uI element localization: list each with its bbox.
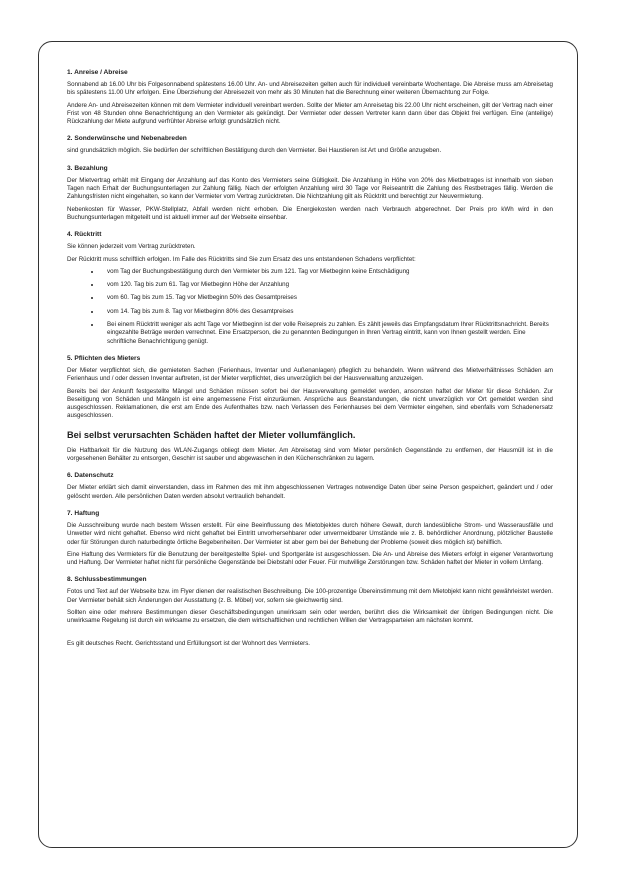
paragraph: Der Mietvertrag erhält mit Eingang der Anzahlung auf das Konto des Vermieters seine Gültigkeit. Die Anzahlung in Höhe von 20% des Mietbetrages ist innerhalb von sieben Tagen nach Erhalt der Buchungsunterlagen zur Zahlung fällig. Nach der erfolgten Anzahlung wird 30 Tage vor Reiseantritt die Zahlung des Restbetrages fällig. Werden die Zahlungsfristen nicht eingehalten, so kann der Vermieter vom Vertrag zurücktreten. Die Nichtzahlung gilt als Rücktritt und berechtigt zur Neuvermietung. <box>67 176 553 201</box>
paragraph: Der Mieter erklärt sich damit einverstanden, dass im Rahmen des mit ihm abgeschlossenen Vertrages notwendige Daten über seine Person gespeichert, geändert und / oder gelöscht werden. Alle persönlichen Daten werden absolut vertraulich behandelt. <box>67 484 553 500</box>
section-title: 2. Sonderwünsche und Nebenabreden <box>67 135 187 143</box>
document-body <box>67 69 553 648</box>
section-sonderwuensche <box>67 135 553 155</box>
footer-note: Es gilt deutsches Recht. Gerichtsstand und Erfüllungsort ist der Wohnort des Vermieters. <box>67 639 311 647</box>
paragraph: Sollten eine oder mehrere Bestimmungen dieser Geschäftsbedingungen unwirksam sein oder werden, berührt dies die Wirksamkeit der übrigen Bedingungen nicht. Die unwirksame Regelung ist durch ein wirksame zu ersetzen, die dem wirtschaftlichen und rechtlichen Willen der Vertragsparteien am nächsten kommt. <box>67 608 553 625</box>
paragraph: Andere An- und Abreisezeiten können mit dem Vermieter individuell vereinbart werden. Sollte der Mieter am Anreisetag bis 22.00 Uhr nicht erscheinen, gilt der Vertrag nach einer Frist von 48 Stunden ohne Benachrichtigung an den Vermieter als gekündigt. Der Vermieter oder dessen Vertreter kann dann über das Objekt frei verfügen. Eine (anteilige) Rückzahlung der Miete aufgrund verfrühter Abreise erfolgt grundsätzlich nicht. <box>67 101 553 126</box>
section-haftung <box>67 510 553 567</box>
section-title: 3. Bezahlung <box>67 164 108 172</box>
section-title: 5. Pflichten des Mieters <box>67 354 141 362</box>
section-datenschutz <box>67 472 553 501</box>
liability-notice <box>67 430 553 464</box>
paragraph: Der Mieter verpflichtet sich, die gemieteten Sachen (Ferienhaus, Inventar und Außenanlagen) pfleglich zu behandeln. Wenn während des Mietverhältnisses Schäden am Ferienhaus und / oder dessen Inventar auftreten, ist der Mieter verpflichtet, dies unverzüglich bei der Hausverwaltung anzuzeigen. <box>67 366 553 383</box>
ruecktritt-list <box>67 268 553 346</box>
section-bezahlung <box>67 165 553 222</box>
list-item: • Bei einem Rücktritt weniger als acht Tage vor Mietbeginn ist der volle Reisepreis zu zahlen. Es zählt jeweils das Empfangsdatum Ihrer Rücktrittsnachricht. Bereits eingezahlte Beträge werden verrechnet. Eine Ersatzperson, die zu genannten Bedingungen in Ihren Vertrag eintritt, kann von Ihnen gestellt werden. Eine schriftliche Benachrichtigung genügt. <box>101 321 553 346</box>
section-title: 6. Datenschutz <box>67 472 114 480</box>
section-pflichten <box>67 355 553 421</box>
list-item: • vom 14. Tag bis zum 8. Tag vor Mietbeginn 80% des Gesamtpreises <box>101 308 553 316</box>
section-schlussbestimmungen <box>67 576 553 625</box>
paragraph: Die Ausschreibung wurde nach bestem Wissen erstellt. Für eine Beeinflussung des Mietobjektes durch höhere Gewalt, durch landesübliche Strom- und Wasserausfälle und Unwetter wird nicht gehaftet. Ebenso wird nicht gehaftet bei Eintritt unvorhersehbarer oder unvermeidbarer Umstände wie z. B. behördlicher Anordnung, plötzlicher Baustelle oder für Störungen durch naturbedingte örtliche Begebenheiten. Der Vermieter ist aber gern bei der Behebung der Probleme (soweit dies möglich ist) behilflich. <box>67 521 553 546</box>
paragraph: Der Rücktritt muss schriftlich erfolgen. Im Falle des Rücktritts sind Sie zum Ersatz des uns entstandenen Schadens verpflichtet: <box>67 255 416 263</box>
section-anreise <box>67 69 553 126</box>
list-item: • vom 120. Tag bis zum 61. Tag vor Mietbeginn Höhe der Anzahlung <box>101 281 553 289</box>
paragraph: Bereits bei der Ankunft festgestellte Mängel und Schäden müssen sofort bei der Hausverwaltung gemeldet werden, ansonsten haftet der Mieter für diese Schäden. Zur Beseitigung von Schäden und Mängeln ist eine angemessene Frist einzuräumen. Ansprüche aus Beanstandungen, die nicht unverzüglich vor Ort gemeldet werden sind ausgeschlossen. Reklamationen, die erst am Ende des Aufenthaltes bzw. nach Verlassen des Ferienhauses bei dem Vermieter eingehen, sind ebenfalls vom Schadenersatz ausgeschlossen. <box>67 387 553 420</box>
paragraph: sind grundsätzlich möglich. Sie bedürfen der schriftlichen Bestätigung durch den Vermieter. Bei Haustieren ist Art und Größe anzugeben. <box>67 147 442 155</box>
notice-heading: Bei selbst verursachten Schäden haftet der Mieter vollumfänglich. <box>67 429 356 440</box>
list-item: • vom 60. Tag bis zum 15. Tag vor Mietbeginn 50% des Gesamtpreises <box>101 294 553 302</box>
paragraph: Die Haftbarkeit für die Nutzung des WLAN-Zugangs obliegt dem Mieter. Am Abreisetag sind vom Mieter persönlich Gegenstände zu entfernen, der Hausmüll ist in die vorgesehenen Behälter zu entsorgen, Geschirr ist sauber und abgewaschen in den Küchenschränken zu lagern. <box>67 446 553 463</box>
paragraph: Fotos und Text auf der Webseite bzw. im Flyer dienen der realistischen Beschreibung. Die 100-prozentige Übereinstimmung mit dem Mietobjekt kann nicht gewährleistet werden. Der Vermieter behält sich Änderungen der Ausstattung (z. B. Möbel) vor, sofern sie gleichwertig sind. <box>67 588 553 604</box>
section-title: 8. Schlussbestimmungen <box>67 576 147 584</box>
paragraph: Eine Haftung des Vermieters für die Benutzung der bereitgestellte Spiel- und Sportgeräte ist ausgeschlossen. Die An- und Abreise des Mieters erfolgt in eigener Verantwortung und Haftung. Der Vermieter haftet nicht für persönliche Gegenstände bei Diebstahl oder Feuer. Für mutwillige Zerstörungen bzw. Schäden haftet der Mieter in vollem Umfang. <box>67 550 553 567</box>
list-item: • vom Tag der Buchungsbestätigung durch den Vermieter bis zum 121. Tag vor Mietbeginn keine Entschädigung <box>101 268 553 276</box>
paragraph: Nebenkosten für Wasser, PKW-Stellplatz, Abfall werden nicht erhoben. Die Energiekosten werden nach Verbrauch abgerechnet. Der Preis pro kWh wird in den Buchungsunterlagen mitgeteilt und ist aktuell immer auf der Webseite einsehbar. <box>67 205 553 221</box>
section-title: 4. Rücktritt <box>67 231 102 239</box>
section-title: 7. Haftung <box>67 509 100 517</box>
section-title: 1. Anreise / Abreise <box>67 69 128 76</box>
paragraph: Sie können jederzeit vom Vertrag zurücktreten. <box>67 243 196 251</box>
paragraph: Sonnabend ab 16.00 Uhr bis Folgesonnabend spätestens 16.00 Uhr. An- und Abreisezeiten gelten auch für individuell vereinbarte Wochentage. Die Abreise muss am Abreisetag bis spätestens 11.00 Uhr erfolgen. Eine Überziehung der Abreisezeit von mehr als 30 Minuten hat die Berechnung einer weiteren Übernachtung zur Folge. <box>67 81 553 97</box>
section-ruecktritt <box>67 231 553 346</box>
